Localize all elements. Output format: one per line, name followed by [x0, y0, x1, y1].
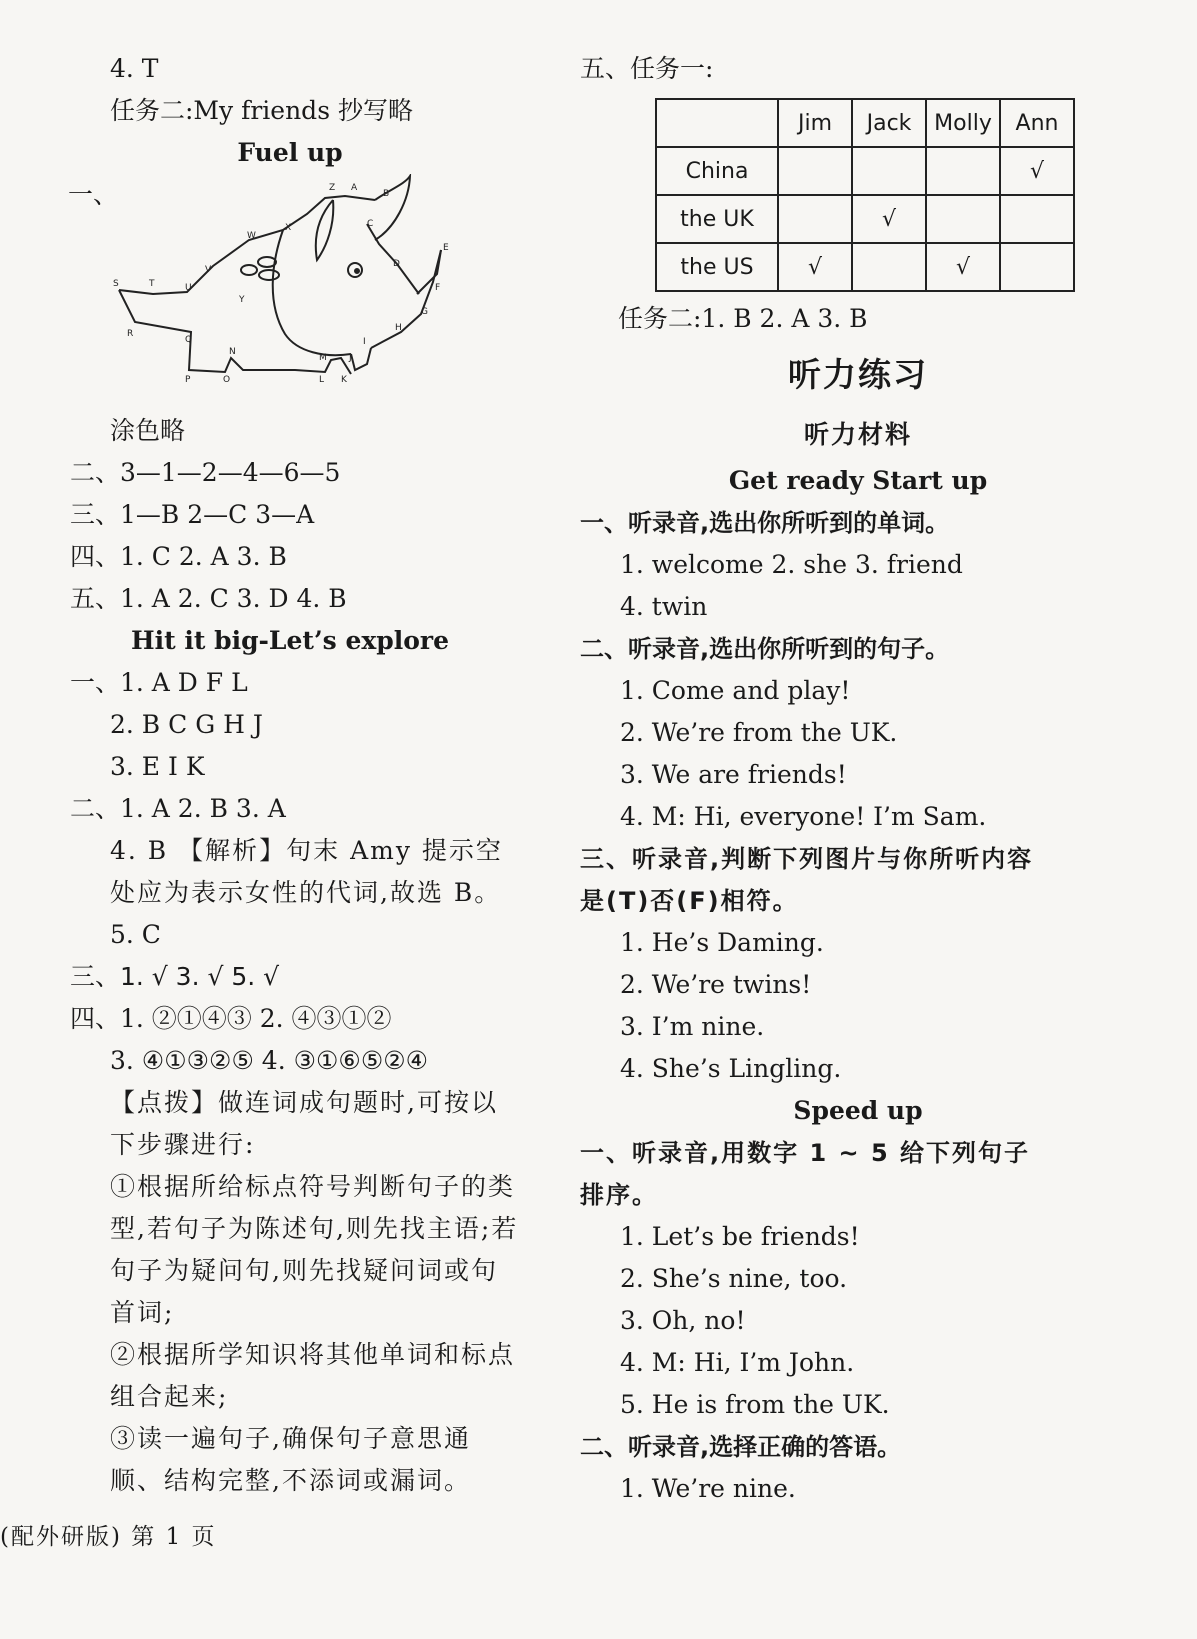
- dot-letter: A: [351, 183, 358, 193]
- transcript-line: 5. He is from the UK.: [620, 1390, 890, 1419]
- answer-explanation: 4. B 【解析】句末 Amy 提示空处应为表示女性的代词,故选 B。: [110, 836, 503, 907]
- question-heading: 三、听录音,判断下列图片与你所听内容是(T)否(F)相符。: [580, 845, 1034, 915]
- answer-line: 五、1. A 2. C 3. D 4. B: [70, 584, 347, 613]
- answer-line: 任务二:My friends 抄写略: [110, 96, 413, 125]
- answer-line: 任务二:1. B 2. A 3. B: [618, 304, 868, 333]
- answer-line: 涂色略: [110, 416, 186, 445]
- question-heading: 一、听录音,用数字 1 ~ 5 给下列句子排序。: [580, 1139, 1031, 1209]
- dinosaur-drawing: [105, 174, 525, 410]
- dot-letter: M: [319, 353, 327, 363]
- section-heading-speed-up: Speed up: [793, 1096, 923, 1125]
- dot-letter: Y: [239, 295, 245, 305]
- transcript-line: 1. Let’s be friends!: [620, 1222, 860, 1251]
- country-table: [655, 98, 1075, 292]
- question-heading: 一、听录音,选出你所听到的单词。: [580, 509, 950, 537]
- section-heading-fuel-up: Fuel up: [237, 138, 343, 167]
- transcript-line: 2. We’re from the UK.: [620, 718, 898, 747]
- table-cell: [778, 195, 852, 243]
- table-row: [656, 243, 1074, 291]
- table-row: [656, 195, 1074, 243]
- answer-line: 2. B C G H J: [110, 710, 263, 739]
- transcript-line: 4. M: Hi, everyone! I’m Sam.: [620, 802, 987, 831]
- dot-letter: B: [383, 189, 390, 199]
- answer-line: 5. C: [110, 920, 161, 949]
- table-header-cell: [656, 99, 778, 147]
- section-label: 一、: [68, 180, 119, 209]
- table-cell: √: [1000, 147, 1074, 195]
- dot-letter: Z: [329, 183, 336, 193]
- dot-letter: T: [149, 279, 155, 289]
- table-cell: √: [852, 195, 926, 243]
- section-title-listening-material: 听力材料: [803, 420, 912, 449]
- transcript-line: 4. twin: [620, 592, 708, 621]
- dot-letter: I: [363, 337, 366, 347]
- dot-letter: K: [341, 375, 347, 385]
- tip-step: ②根据所学知识将其他单词和标点组合起来;: [110, 1340, 516, 1411]
- table-cell: [852, 243, 926, 291]
- transcript-line: 1. welcome 2. she 3. friend: [620, 550, 963, 579]
- transcript-line: 2. We’re twins!: [620, 970, 812, 999]
- dot-letter: C: [367, 219, 374, 229]
- transcript-line: 4. She’s Lingling.: [620, 1054, 842, 1083]
- dot-letter: N: [229, 347, 236, 357]
- dot-letter: D: [393, 259, 400, 269]
- dot-letter: E: [443, 243, 449, 253]
- table-cell: the UK: [656, 195, 778, 243]
- answer-line: 二、1. A 2. B 3. A: [70, 794, 286, 823]
- table-header-cell: Ann: [1000, 99, 1074, 147]
- dot-letter: V: [205, 265, 212, 275]
- answer-line: 二、3—1—2—4—6—5: [70, 458, 341, 487]
- answer-line: 三、1. √ 3. √ 5. √: [70, 962, 280, 991]
- transcript-line: 1. We’re nine.: [620, 1474, 796, 1503]
- answer-line: 五、任务一:: [580, 54, 714, 83]
- dot-to-dot-figure: [70, 174, 550, 410]
- page-footer: (配外研版) 第 1 页: [0, 1524, 217, 1550]
- answer-line: 一、1. A D F L: [70, 668, 248, 697]
- table-cell: √: [926, 243, 1000, 291]
- table-cell: China: [656, 147, 778, 195]
- transcript-line: 2. She’s nine, too.: [620, 1264, 848, 1293]
- section-heading-hit-it-big: Hit it big-Let’s explore: [130, 626, 449, 655]
- dot-letter: J: [349, 353, 352, 363]
- dot-letter: Q: [185, 335, 193, 345]
- answer-line: 三、1—B 2—C 3—A: [70, 500, 315, 529]
- table-cell: [926, 195, 1000, 243]
- left-column: [70, 48, 550, 1502]
- dot-letter: F: [435, 283, 441, 293]
- answer-line: 四、1. C 2. A 3. B: [70, 542, 287, 571]
- table-cell: [926, 147, 1000, 195]
- dot-letter: H: [395, 323, 402, 333]
- transcript-line: 4. M: Hi, I’m John.: [620, 1348, 855, 1377]
- table-cell: [778, 147, 852, 195]
- dot-letter: O: [223, 375, 231, 385]
- answer-line: 4. T: [110, 54, 159, 83]
- tip-step: ①根据所给标点符号判断句子的类型,若句子为陈述句,则先找主语;若句子为疑问句,则先找疑问词或句首词;: [110, 1172, 519, 1327]
- table-cell: √: [778, 243, 852, 291]
- right-column: [580, 48, 1108, 1510]
- table-row: [656, 147, 1074, 195]
- dot-letter: W: [247, 231, 256, 241]
- question-heading: 二、听录音,选出你所听到的句子。: [580, 635, 950, 663]
- table-cell: [852, 147, 926, 195]
- section-title-listening-practice: 听力练习: [788, 355, 928, 394]
- answer-line: 3. E I K: [110, 752, 205, 781]
- dot-letter: L: [319, 375, 325, 385]
- dot-letter: X: [285, 223, 292, 233]
- dot-letter: G: [421, 307, 428, 317]
- table-cell: [1000, 195, 1074, 243]
- transcript-line: 1. Come and play!: [620, 676, 851, 705]
- question-heading: 二、听录音,选择正确的答语。: [580, 1433, 902, 1461]
- table-header-cell: Jim: [778, 99, 852, 147]
- transcript-line: 3. We are friends!: [620, 760, 847, 789]
- dot-letter: P: [185, 375, 191, 385]
- tip-step: ③读一遍句子,确保句子意思通顺、结构完整,不添词或漏词。: [110, 1424, 471, 1495]
- transcript-line: 3. I’m nine.: [620, 1012, 765, 1041]
- transcript-line: 3. Oh, no!: [620, 1306, 746, 1335]
- table-cell: [1000, 243, 1074, 291]
- table-header-cell: Jack: [852, 99, 926, 147]
- dot-letter: S: [113, 279, 119, 289]
- answer-line: 3. ④①③②⑤ 4. ③①⑥⑤②④: [110, 1046, 429, 1075]
- table-cell: the US: [656, 243, 778, 291]
- transcript-line: 1. He’s Daming.: [620, 928, 824, 957]
- section-heading-get-ready: Get ready Start up: [728, 466, 988, 495]
- dot-letter: R: [127, 329, 134, 339]
- table-row: [656, 99, 1074, 147]
- tip-paragraph: 【点拨】做连词成句题时,可按以下步骤进行:: [110, 1088, 498, 1159]
- dot-letter: U: [185, 283, 192, 293]
- table-header-cell: Molly: [926, 99, 1000, 147]
- answer-line: 四、1. ②①④③ 2. ④③①②: [70, 1004, 392, 1033]
